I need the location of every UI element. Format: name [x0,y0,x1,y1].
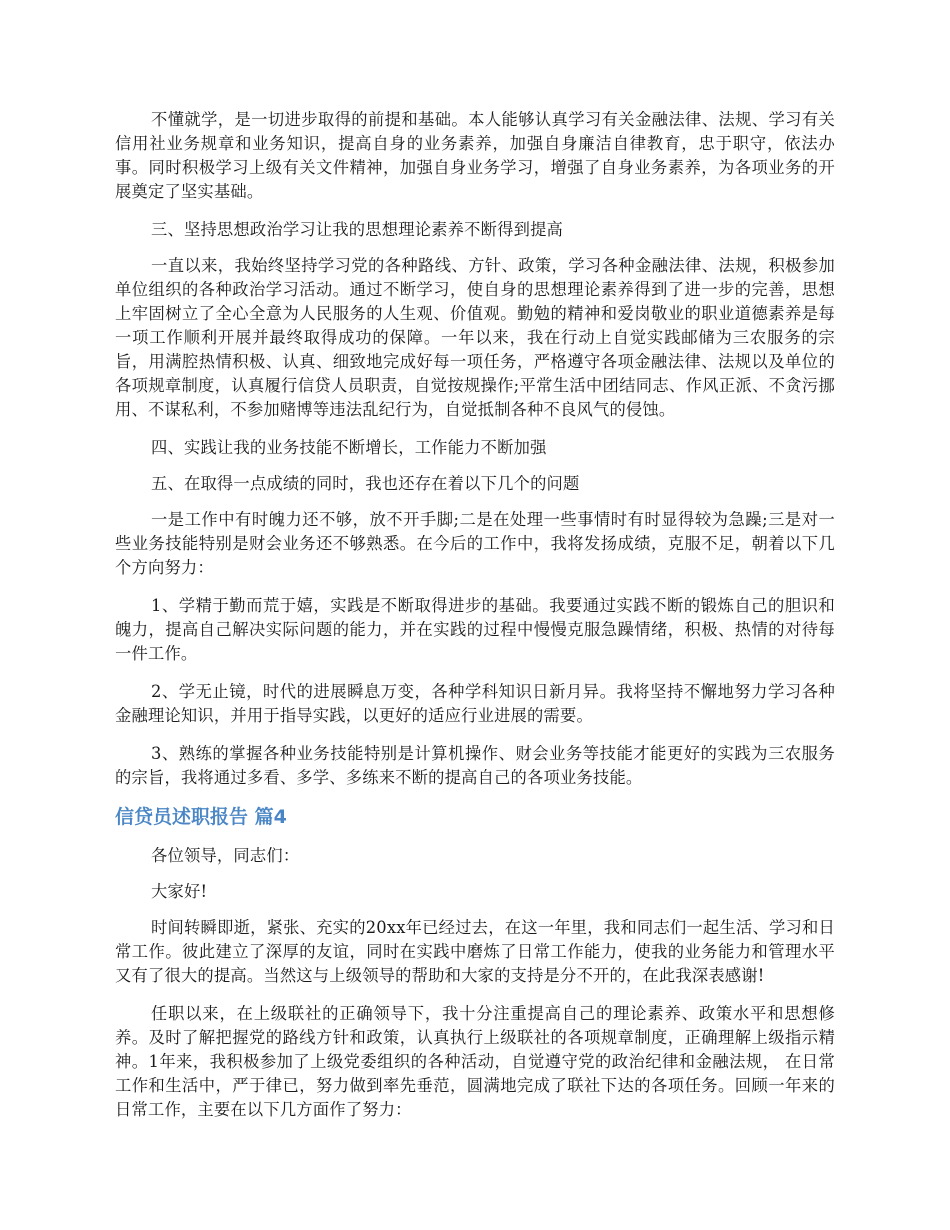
paragraph-direction-2: 2、学无止镜，时代的进展瞬息万变，各种学科知识日新月异。我将坚持不懈地努力学习各种金融理论知识，并用于指导实践，以更好的适应行业进展的需要。 [115,682,835,725]
paragraph-study-basis: 不懂就学，是一切进步取得的前提和基础。本人能够认真学习有关金融法律、法规、学习有关信用社业务规章和业务知识，提高自身的业务素养，加强自身廉洁自律教育，忠于职守，依法办事。同时积极学习上级有关文件精神，加强自身业务学习，增强了自身业务素养，为各项业务的开展奠定了坚实基础。 [115,110,835,201]
salutation: 各位领导，同志们： [151,846,300,865]
paragraph-problems: 一是工作中有时魄力还不够，放不开手脚;二是在处理一些事情时有时显得较为急躁;三是对一些业务技能特别是财会业务还不够熟悉。在今后的工作中，我将发扬成绩，克服不足，朝着以下几个方向努力： [115,510,835,577]
subheading-political-study: 三、坚持思想政治学习让我的思想理论素养不断得到提高 [151,220,564,239]
document-page [115,108,835,1136]
subheading-problems: 五、在取得一点成绩的同时，我也还存在着以下几个的问题 [151,474,580,493]
greeting: 大家好! [151,882,208,901]
paragraph-year-review: 时间转瞬即逝，紧张、充实的20xx年已经过去，在这一年里，我和同志们一起生活、学习和日常工作。彼此建立了深厚的友谊，同时在实践中磨炼了日常工作能力，使我的业务能力和管理水平又有了很大的提高。当然这与上级领导的帮助和大家的支持是分不开的，在此我深表感谢! [115,918,835,985]
paragraph-direction-1: 1、学精于勤而荒于嬉，实践是不断取得进步的基础。我要通过实践不断的锻炼自己的胆识和魄力，提高自己解决实际问题的能力，并在实践的过程中慢慢克服急躁情绪，积极、热情的对待每一件工作。 [115,596,835,663]
paragraph-tenure: 任职以来，在上级联社的正确领导下，我十分注重提高自己的理论素养、政策水平和思想修养。及时了解把握党的路线方针和政策，认真执行上级联社的各项规章制度，正确理解上级指示精神。1年来，我积极参加了上级党委组织的各种活动，自觉遵守党的政治纪律和金融法规， 在日常工作和生活中，严于律已，努力做到率先垂范，圆满地完成了联社下达的各项任务。回顾一年来的日常工作，主要在以下几方面作了努力： [115,1004,835,1119]
paragraph-political-study: 一直以来，我始终坚持学习党的各种路线、方针、政策，学习各种金融法律、法规，积极参加单位组织的各种政治学习活动。通过不断学习，使自身的思想理论素养得到了进一步的完善，思想上牢固树立了全心全意为人民服务的人生观、价值观。勤勉的精神和爱岗敬业的职业道德素养是每一项工作顺利开展并最终取得成功的保障。一年以来，我在行动上自觉实践邮储为三农服务的宗旨，用满腔热情积极、认真、细致地完成好每一项任务，严格遵守各项金融法律、法规以及单位的各项规章制度，认真履行信贷人员职责，自觉按规操作;平常生活中团结同志、作风正派、不贪污挪用、不谋私利，不参加赌博等违法乱纪行为，自觉抵制各种不良风气的侵蚀。 [115,256,835,419]
paragraph-direction-3: 3、熟练的掌握各种业务技能特别是计算机操作、财会业务等技能才能更好的实践为三农服务的宗旨，我将通过多看、多学、多练来不断的提高自己的各项业务技能。 [115,744,835,787]
section-title: 信贷员述职报告 篇4 [115,806,287,828]
subheading-practice-skills: 四、实践让我的业务技能不断增长，工作能力不断加强 [151,438,547,457]
